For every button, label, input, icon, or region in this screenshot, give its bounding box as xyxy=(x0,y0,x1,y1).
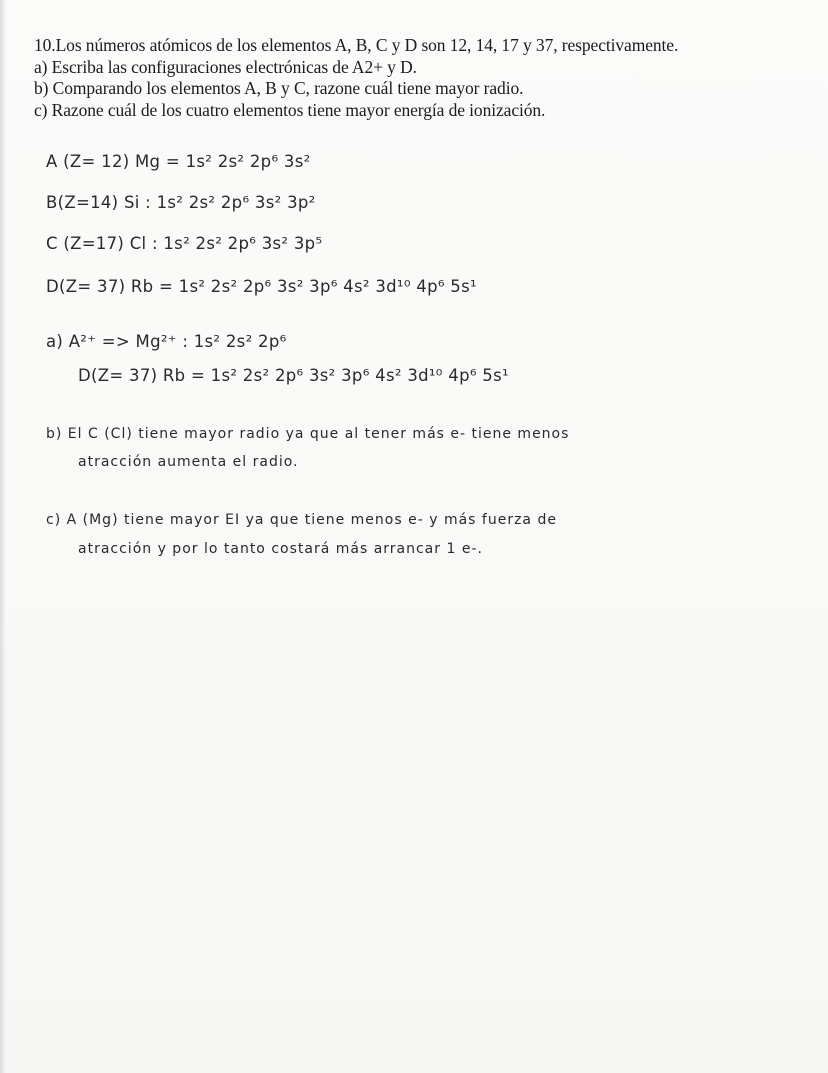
config-a-value: 1s² 2s² 2p⁶ 3s² xyxy=(185,152,311,171)
answer-c-line-2: atracción y por lo tanto costará más arrancar 1 e-. xyxy=(78,541,483,557)
question-title: 10.Los números atómicos de los elementos A, B, C y D son 12, 14, 17 y 37, respectivamente. xyxy=(34,35,679,55)
config-b-value: 1s² 2s² 2p⁶ 3s² 3p² xyxy=(156,193,316,212)
answer-a-line-1: a) A²⁺ => Mg²⁺ : 1s² 2s² 2p⁶ xyxy=(46,332,287,351)
config-c-label: C (Z=17) Cl : xyxy=(46,234,158,253)
config-d-value: 1s² 2s² 2p⁶ 3s² 3p⁶ 4s² 3d¹⁰ 4p⁶ 5s¹ xyxy=(178,277,477,296)
config-line-d xyxy=(46,277,477,296)
answer-b-line-2: atracción aumenta el radio. xyxy=(78,454,299,470)
printed-question xyxy=(34,35,814,121)
question-part-c: c) Razone cuál de los cuatro elementos tiene mayor energía de ionización. xyxy=(34,99,546,120)
config-line-c xyxy=(46,234,322,253)
answer-c-line-1: c) A (Mg) tiene mayor EI ya que tiene menos e- y más fuerza de xyxy=(46,512,557,528)
answer-b-line-1: b) El C (Cl) tiene mayor radio ya que al tener más e- tiene menos xyxy=(46,426,570,442)
question-part-b: b) Comparando los elementos A, B y C, razone cuál tiene mayor radio. xyxy=(34,78,524,98)
config-line-b xyxy=(46,193,316,212)
config-line-a xyxy=(46,152,311,171)
config-a-label: A (Z= 12) Mg = xyxy=(46,152,181,171)
config-b-label: B(Z=14) Si : xyxy=(46,193,152,212)
scan-edge-shadow xyxy=(0,0,6,1073)
config-c-value: 1s² 2s² 2p⁶ 3s² 3p⁵ xyxy=(163,234,323,253)
config-d-label: D(Z= 37) Rb = xyxy=(46,277,174,296)
answer-a-line-2: D(Z= 37) Rb = 1s² 2s² 2p⁶ 3s² 3p⁶ 4s² 3d¹⁰ 4p⁶ 5s¹ xyxy=(78,366,509,385)
question-part-a: a) Escriba las configuraciones electrónicas de A2+ y D. xyxy=(34,56,417,77)
